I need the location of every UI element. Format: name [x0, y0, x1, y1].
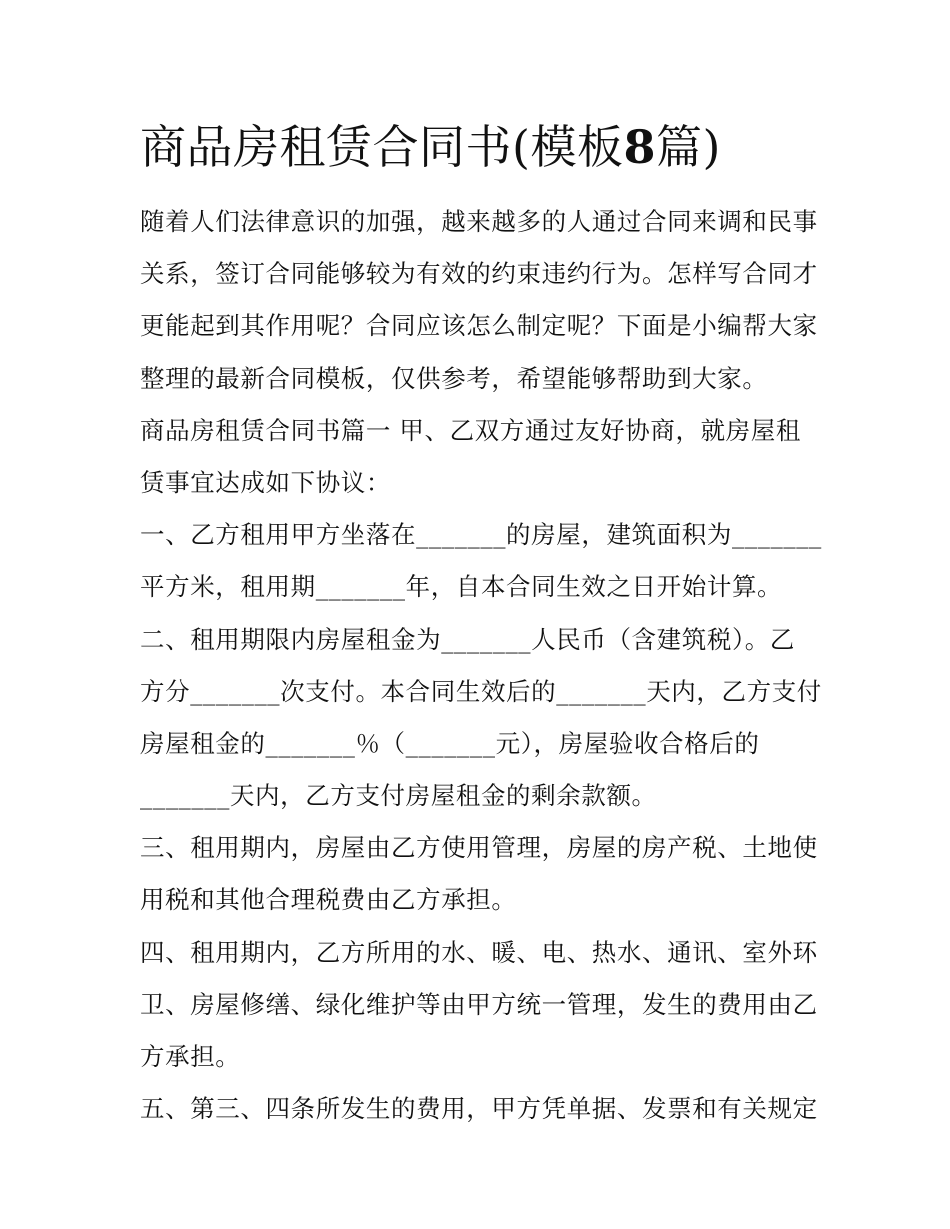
body-line: 卫、房屋修缮、绿化维护等由甲方统一管理，发生的费用由乙 — [140, 989, 818, 1019]
document-body — [140, 196, 820, 1135]
body-line: 整理的最新合同模板，仅供参考，希望能够帮助到大家。 — [140, 363, 768, 393]
body-line: 随着人们法律意识的加强，越来越多的人通过合同来调和民事 — [140, 207, 818, 236]
body-line: 关系，签订合同能够较为有效的约束违约行为。怎样写合同才 — [140, 259, 818, 289]
body-line: 方承担。 — [140, 1042, 241, 1071]
document-title — [140, 112, 830, 182]
body-line: 一、乙方租用甲方坐落在_______的房屋，建筑面积为_______ — [140, 520, 822, 550]
body-line: 用税和其他合理税费由乙方承担。 — [140, 885, 517, 915]
body-line: _______天内，乙方支付房屋租金的剩余款额。 — [140, 781, 657, 811]
body-line: 商品房租赁合同书篇一 甲、乙双方通过友好协商，就房屋租 — [140, 415, 801, 445]
body-line: 赁事宜达成如下协议： — [140, 467, 391, 497]
title-text-main: 商品房租赁合同书(模板 — [140, 120, 624, 174]
body-line: 二、租用期限内房屋租金为_______人民币（含建筑税）。乙 — [140, 624, 795, 654]
body-line: 平方米，租用期_______年，自本合同生效之日开始计算。 — [140, 572, 783, 602]
body-line: 更能起到其作用呢？合同应该怎么制定呢？下面是小编帮大家 — [140, 311, 818, 341]
title-text-end: 篇) — [655, 120, 721, 174]
body-line: 方分_______次支付。本合同生效后的_______天内，乙方支付 — [140, 676, 822, 706]
body-line: 房屋租金的_______％（_______元），房屋验收合格后的 — [140, 728, 760, 758]
title-text-number: 8 — [623, 120, 656, 174]
body-line: 五、第三、四条所发生的费用，甲方凭单据、发票和有关规定 — [140, 1094, 818, 1124]
body-line: 四、租用期内，乙方所用的水、暖、电、热水、通讯、室外环 — [140, 937, 818, 967]
body-line: 三、租用期内，房屋由乙方使用管理，房屋的房产税、土地使 — [140, 833, 818, 863]
